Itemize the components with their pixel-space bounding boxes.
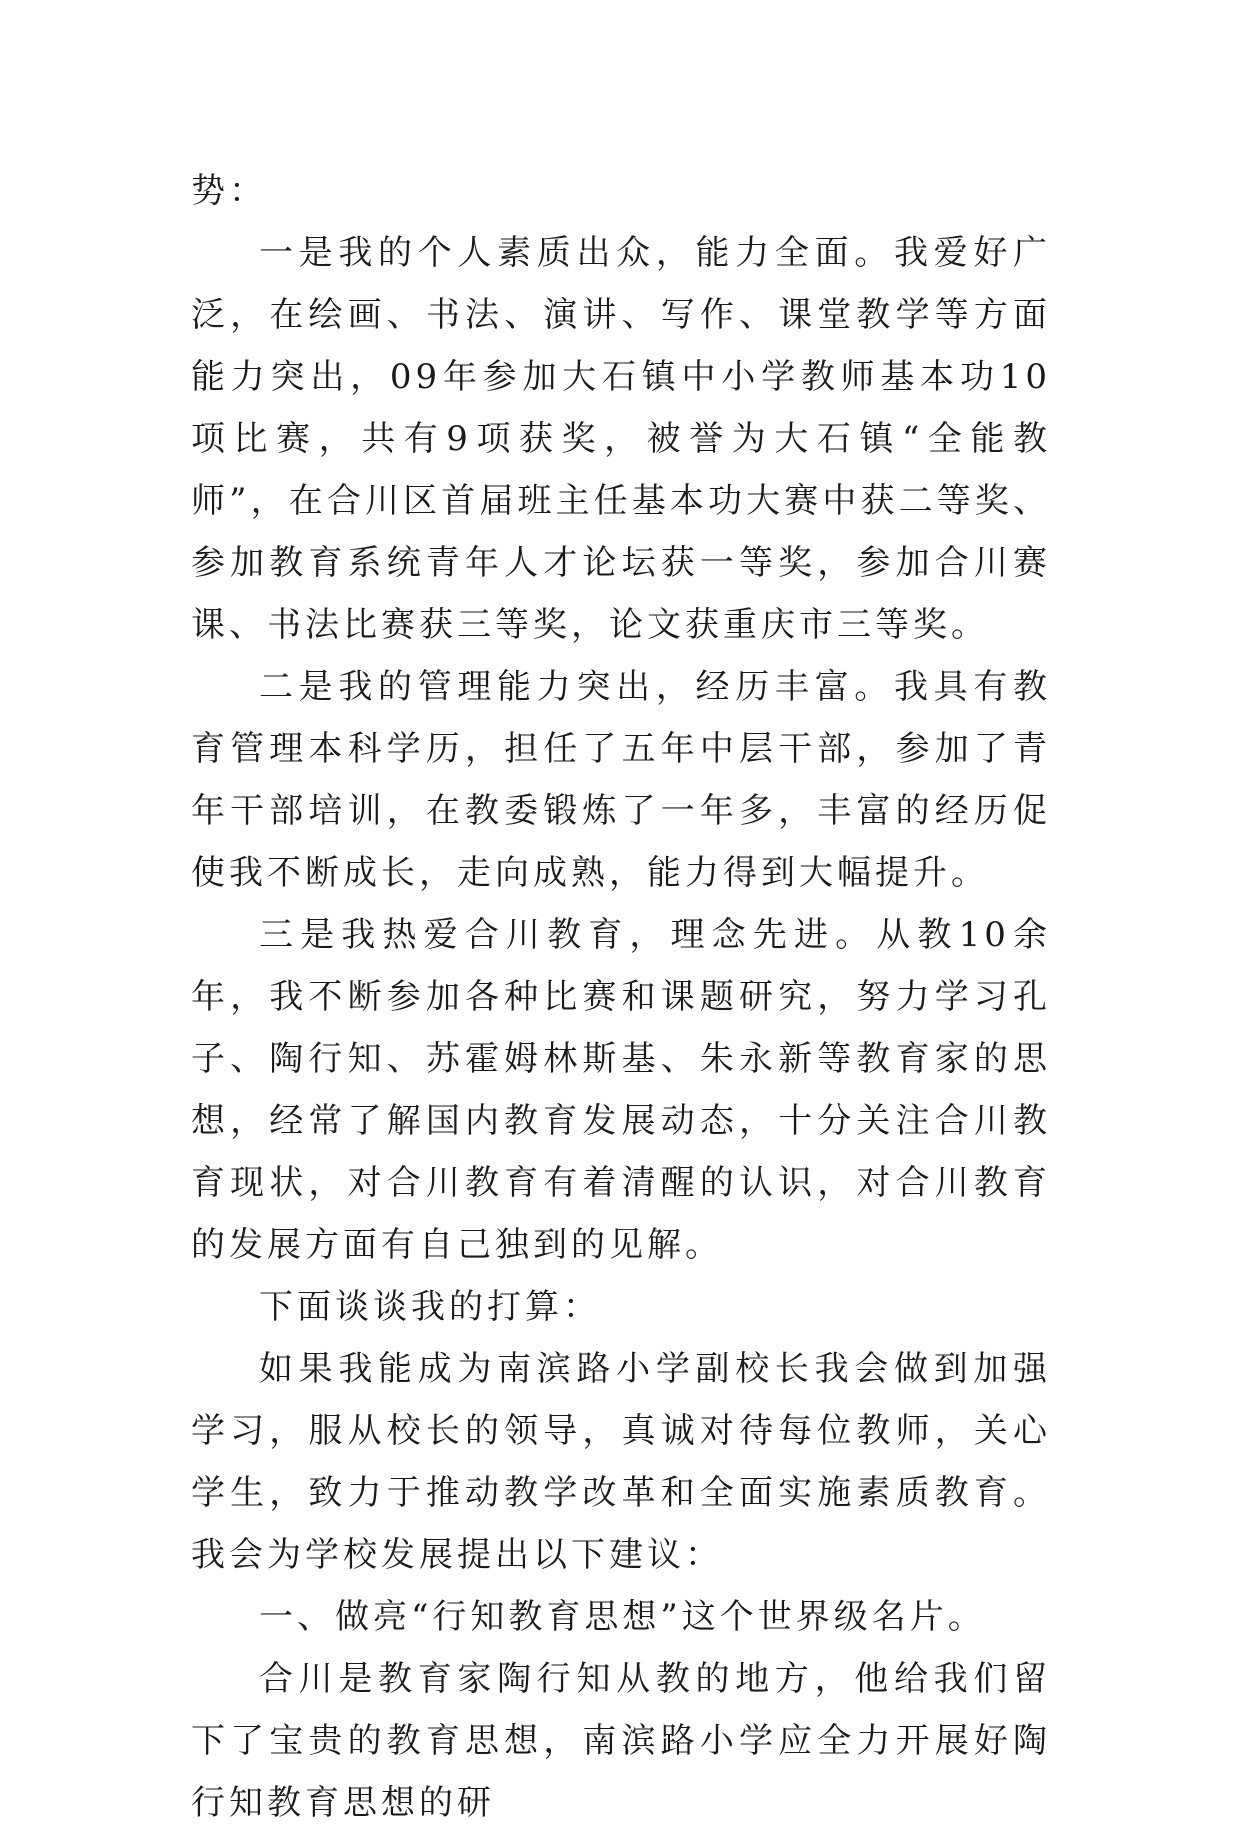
document-body [191,160,1051,1834]
paragraph-suggestion-heading: 一、做亮“行知教育思想”这个世界级名片。 [259,1597,986,1637]
paragraph-suggestion-body: 合川是教育家陶行知从教的地方，他给我们留下了宝贵的教育思想，南滨路小学应全力开展好陶行知教育思想的研 [191,1659,1051,1823]
paragraph-education-philosophy: 三是我热爱合川教育，理念先进。从教10余年，我不断参加各种比赛和课题研究，努力学习孔子、陶行知、苏霍姆林斯基、朱永新等教育家的思想，经常了解国内教育发展动态，十分关注合川教育现状，对合川教育有着清醒的认识，对合川教育的发展方面有自己独到的见解。 [191,915,1051,1265]
paragraph-plan-commitment: 如果我能成为南滨路小学副校长我会做到加强学习，服从校长的领导，真诚对待每位教师，关心学生，致力于推动教学改革和全面实施素质教育。我会为学校发展提出以下建议： [191,1349,1051,1575]
paragraph-plan-intro: 下面谈谈我的打算： [259,1287,601,1327]
paragraph-continuation: 势： [191,171,267,211]
paragraph-personal-quality: 一是我的个人素质出众，能力全面。我爱好广泛，在绘画、书法、演讲、写作、课堂教学等方面能力突出，09年参加大石镇中小学教师基本功10项比赛，共有9项获奖，被誉为大石镇“全能教师”，在合川区首届班主任基本功大赛中获二等奖、参加教育系统青年人才论坛获一等奖，参加合川赛课、书法比赛获三等奖，论文获重庆市三等奖。 [191,233,1051,645]
paragraph-management-ability: 二是我的管理能力突出，经历丰富。我具有教育管理本科学历，担任了五年中层干部，参加了青年干部培训，在教委锻炼了一年多，丰富的经历促使我不断成长，走向成熟，能力得到大幅提升。 [191,667,1051,893]
